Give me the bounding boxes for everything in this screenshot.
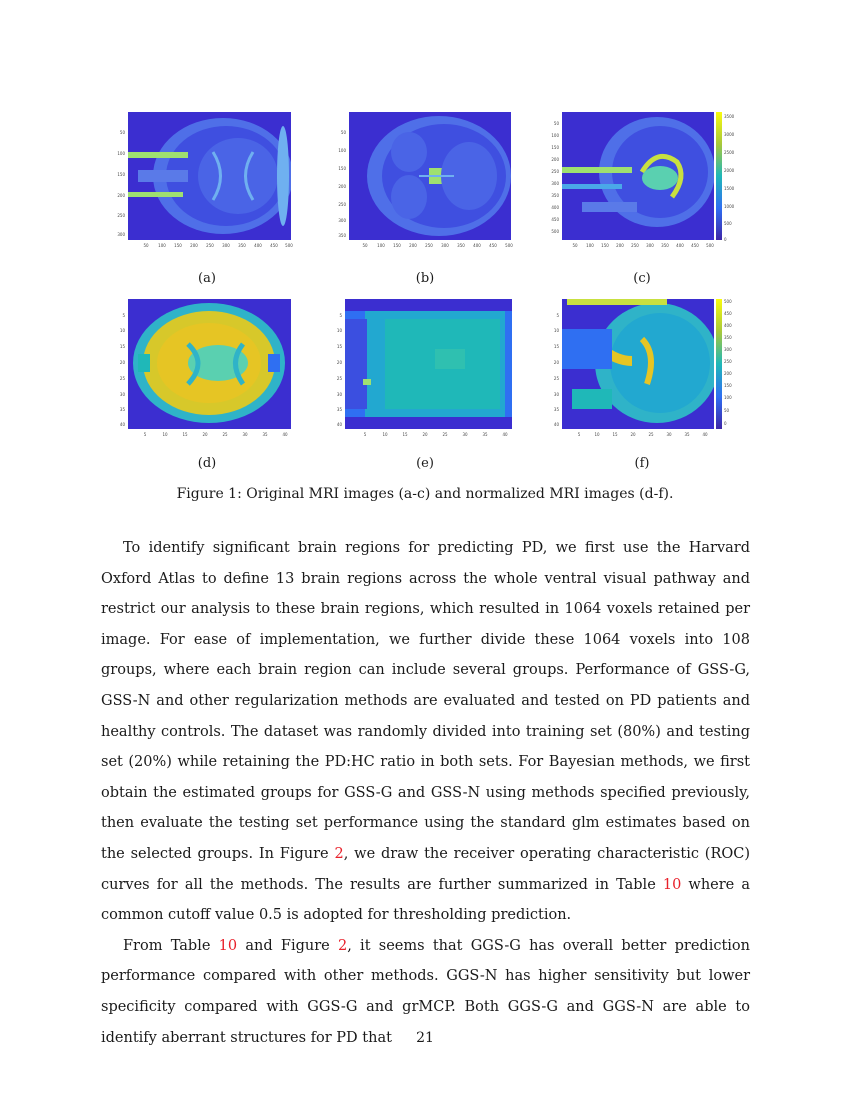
x-tick: 300 bbox=[441, 243, 449, 248]
x-tick: 5 bbox=[143, 432, 147, 437]
y-tick: 25 bbox=[553, 376, 559, 381]
figure-caption: Figure 1: Original MRI images (a-c) and normalized MRI images (d-f). bbox=[176, 486, 674, 502]
y-tick: 30 bbox=[119, 392, 125, 397]
x-tick: 10 bbox=[594, 432, 600, 437]
colorbar-tick: 450 bbox=[724, 311, 732, 316]
mri-image-f bbox=[562, 299, 714, 429]
colorbar-tick: 0 bbox=[724, 421, 727, 426]
y-tick: 50 bbox=[119, 130, 125, 135]
x-tick: 35 bbox=[262, 432, 268, 437]
y-tick: 20 bbox=[119, 360, 125, 365]
y-tick: 150 bbox=[338, 166, 346, 171]
y-tick: 350 bbox=[551, 193, 559, 198]
x-tick: 35 bbox=[684, 432, 690, 437]
colorbar-tick: 500 bbox=[724, 221, 732, 226]
panel-label: (e) bbox=[416, 456, 434, 471]
y-tick: 250 bbox=[338, 202, 346, 207]
x-tick: 35 bbox=[482, 432, 488, 437]
mri-image-d bbox=[128, 299, 291, 429]
paragraph-text: and Figure bbox=[237, 937, 338, 954]
y-tick: 300 bbox=[338, 218, 346, 223]
x-tick: 250 bbox=[631, 243, 639, 248]
x-tick: 15 bbox=[612, 432, 618, 437]
x-tick: 150 bbox=[174, 243, 182, 248]
x-tick: 40 bbox=[702, 432, 708, 437]
y-tick: 100 bbox=[117, 151, 125, 156]
colorbar-tick: 2500 bbox=[724, 150, 735, 155]
y-tick: 25 bbox=[119, 376, 125, 381]
y-tick: 35 bbox=[336, 407, 342, 412]
y-tick: 250 bbox=[551, 169, 559, 174]
x-tick: 350 bbox=[238, 243, 246, 248]
colorbar-tick: 200 bbox=[724, 371, 732, 376]
x-tick: 10 bbox=[382, 432, 388, 437]
y-tick: 200 bbox=[338, 184, 346, 189]
colorbar-tick: 3000 bbox=[724, 132, 735, 137]
x-tick: 400 bbox=[254, 243, 262, 248]
paragraph-text: , we draw the receiver operating characteristic (ROC) curves for all the methods. The results are further summarized in Table bbox=[101, 845, 750, 893]
colorbar-f bbox=[716, 299, 722, 429]
x-tick: 150 bbox=[393, 243, 401, 248]
y-tick: 100 bbox=[338, 148, 346, 153]
x-tick: 25 bbox=[222, 432, 228, 437]
y-tick: 5 bbox=[339, 313, 342, 318]
paragraph-text: where a common cutoff value 0.5 is adopted for thresholding prediction. bbox=[101, 876, 750, 924]
x-tick: 100 bbox=[158, 243, 166, 248]
x-tick: 350 bbox=[457, 243, 465, 248]
y-tick: 10 bbox=[119, 328, 125, 333]
x-tick: 200 bbox=[409, 243, 417, 248]
y-tick: 150 bbox=[117, 172, 125, 177]
mri-image-e bbox=[345, 299, 512, 429]
page-number: 21 bbox=[416, 1030, 434, 1046]
x-tick: 25 bbox=[648, 432, 654, 437]
x-tick: 40 bbox=[502, 432, 508, 437]
x-tick: 500 bbox=[285, 243, 293, 248]
colorbar-tick: 2000 bbox=[724, 168, 735, 173]
x-tick: 200 bbox=[190, 243, 198, 248]
y-tick: 300 bbox=[551, 181, 559, 186]
y-tick: 20 bbox=[336, 360, 342, 365]
panel-label: (d) bbox=[197, 456, 217, 471]
colorbar-tick: 1500 bbox=[724, 186, 735, 191]
x-tick: 20 bbox=[202, 432, 208, 437]
x-tick: 30 bbox=[666, 432, 672, 437]
x-tick: 200 bbox=[616, 243, 624, 248]
panel-label: (f) bbox=[634, 456, 650, 471]
y-tick: 15 bbox=[119, 344, 125, 349]
mri-image-b bbox=[349, 112, 511, 240]
body-text bbox=[101, 533, 750, 1053]
mri-image-a bbox=[128, 112, 291, 240]
y-tick: 500 bbox=[551, 229, 559, 234]
y-tick: 10 bbox=[553, 328, 559, 333]
x-tick: 5 bbox=[363, 432, 367, 437]
colorbar-tick: 400 bbox=[724, 323, 732, 328]
y-tick: 200 bbox=[117, 193, 125, 198]
x-tick: 250 bbox=[425, 243, 433, 248]
y-tick: 350 bbox=[338, 233, 346, 238]
table-reference-link[interactable]: 10 bbox=[662, 876, 682, 893]
y-tick: 30 bbox=[336, 392, 342, 397]
x-tick: 400 bbox=[473, 243, 481, 248]
x-tick: 100 bbox=[377, 243, 385, 248]
y-tick: 10 bbox=[336, 328, 342, 333]
panel-label: (c) bbox=[633, 271, 651, 286]
y-tick: 40 bbox=[119, 422, 125, 427]
y-tick: 40 bbox=[336, 422, 342, 427]
x-tick: 250 bbox=[206, 243, 214, 248]
paragraph bbox=[101, 533, 750, 931]
colorbar-tick: 1000 bbox=[724, 204, 735, 209]
x-tick: 10 bbox=[162, 432, 168, 437]
x-tick: 100 bbox=[586, 243, 594, 248]
figure-reference-link[interactable]: 2 bbox=[334, 845, 344, 862]
x-tick: 25 bbox=[442, 432, 448, 437]
y-tick: 250 bbox=[117, 213, 125, 218]
x-tick: 30 bbox=[462, 432, 468, 437]
colorbar-tick: 300 bbox=[724, 347, 732, 352]
colorbar-tick: 350 bbox=[724, 335, 732, 340]
colorbar-tick: 0 bbox=[724, 237, 727, 242]
x-tick: 150 bbox=[601, 243, 609, 248]
paragraph-text: To identify significant brain regions for predicting PD, we first use the Harvard Oxford Atlas to define 13 brain regions across the whole ventral visual pathway and restrict our analysis to these brain regions, which resulted in 1064 voxels retained per image. For ease of implementation, we further divide these 1064 voxels into 108 groups, where each brain region can include several groups. Performance of GSS-G, GSS-N and other regularization methods are evaluated and tested on PD patients and healthy controls. The dataset was randomly divided into training set (80%) and testing set (20%) while retaining the PD:HC ratio in both sets. For Bayesian methods, we first obtain the estimated groups for GSS-G and GSS-N using methods specified previously, then evaluate the testing set performance using the standard glm estimates based on the selected groups. In Figure bbox=[101, 540, 750, 862]
y-tick: 5 bbox=[122, 313, 125, 318]
x-tick: 300 bbox=[222, 243, 230, 248]
x-tick: 350 bbox=[661, 243, 669, 248]
panel-label: (b) bbox=[415, 271, 435, 286]
colorbar-tick: 50 bbox=[724, 408, 730, 413]
x-tick: 50 bbox=[143, 243, 149, 248]
colorbar-tick: 3500 bbox=[724, 114, 735, 119]
y-tick: 50 bbox=[553, 121, 559, 126]
x-tick: 30 bbox=[242, 432, 248, 437]
x-tick: 300 bbox=[646, 243, 654, 248]
x-tick: 5 bbox=[577, 432, 581, 437]
y-tick: 400 bbox=[551, 205, 559, 210]
table-reference-link[interactable]: 10 bbox=[218, 937, 238, 954]
y-tick: 450 bbox=[551, 217, 559, 222]
x-tick: 500 bbox=[706, 243, 714, 248]
x-tick: 15 bbox=[402, 432, 408, 437]
y-tick: 25 bbox=[336, 376, 342, 381]
colorbar-tick: 100 bbox=[724, 395, 732, 400]
y-tick: 15 bbox=[336, 344, 342, 349]
y-tick: 35 bbox=[553, 407, 559, 412]
y-tick: 30 bbox=[553, 392, 559, 397]
mri-image-c bbox=[562, 112, 714, 240]
x-tick: 50 bbox=[572, 243, 578, 248]
colorbar-tick: 150 bbox=[724, 383, 732, 388]
x-tick: 20 bbox=[630, 432, 636, 437]
panel-label: (a) bbox=[198, 271, 216, 286]
x-tick: 500 bbox=[505, 243, 513, 248]
x-tick: 15 bbox=[182, 432, 188, 437]
paragraph-text: , it seems that GGS-G has overall better prediction performance compared with other methods. GGS-N has higher sensitivity but lower specificity compared with GGS-G and grMCP. Both GGS-G and GGS-N are able to identify aberrant structures for PD that bbox=[101, 937, 750, 1046]
y-tick: 300 bbox=[117, 232, 125, 237]
colorbar-c bbox=[716, 112, 722, 240]
x-tick: 400 bbox=[676, 243, 684, 248]
x-tick: 20 bbox=[422, 432, 428, 437]
y-tick: 5 bbox=[556, 313, 559, 318]
x-tick: 50 bbox=[362, 243, 368, 248]
x-tick: 450 bbox=[489, 243, 497, 248]
figure-reference-link[interactable]: 2 bbox=[337, 937, 348, 954]
x-tick: 450 bbox=[270, 243, 278, 248]
y-tick: 35 bbox=[119, 407, 125, 412]
y-tick: 20 bbox=[553, 360, 559, 365]
y-tick: 150 bbox=[551, 145, 559, 150]
paragraph-text: From Table bbox=[123, 937, 219, 954]
x-tick: 450 bbox=[691, 243, 699, 248]
y-tick: 50 bbox=[340, 130, 346, 135]
y-tick: 40 bbox=[553, 422, 559, 427]
x-tick: 40 bbox=[282, 432, 288, 437]
colorbar-tick: 500 bbox=[724, 299, 732, 304]
y-tick: 100 bbox=[551, 133, 559, 138]
y-tick: 200 bbox=[551, 157, 559, 162]
y-tick: 15 bbox=[553, 344, 559, 349]
colorbar-tick: 250 bbox=[724, 359, 732, 364]
